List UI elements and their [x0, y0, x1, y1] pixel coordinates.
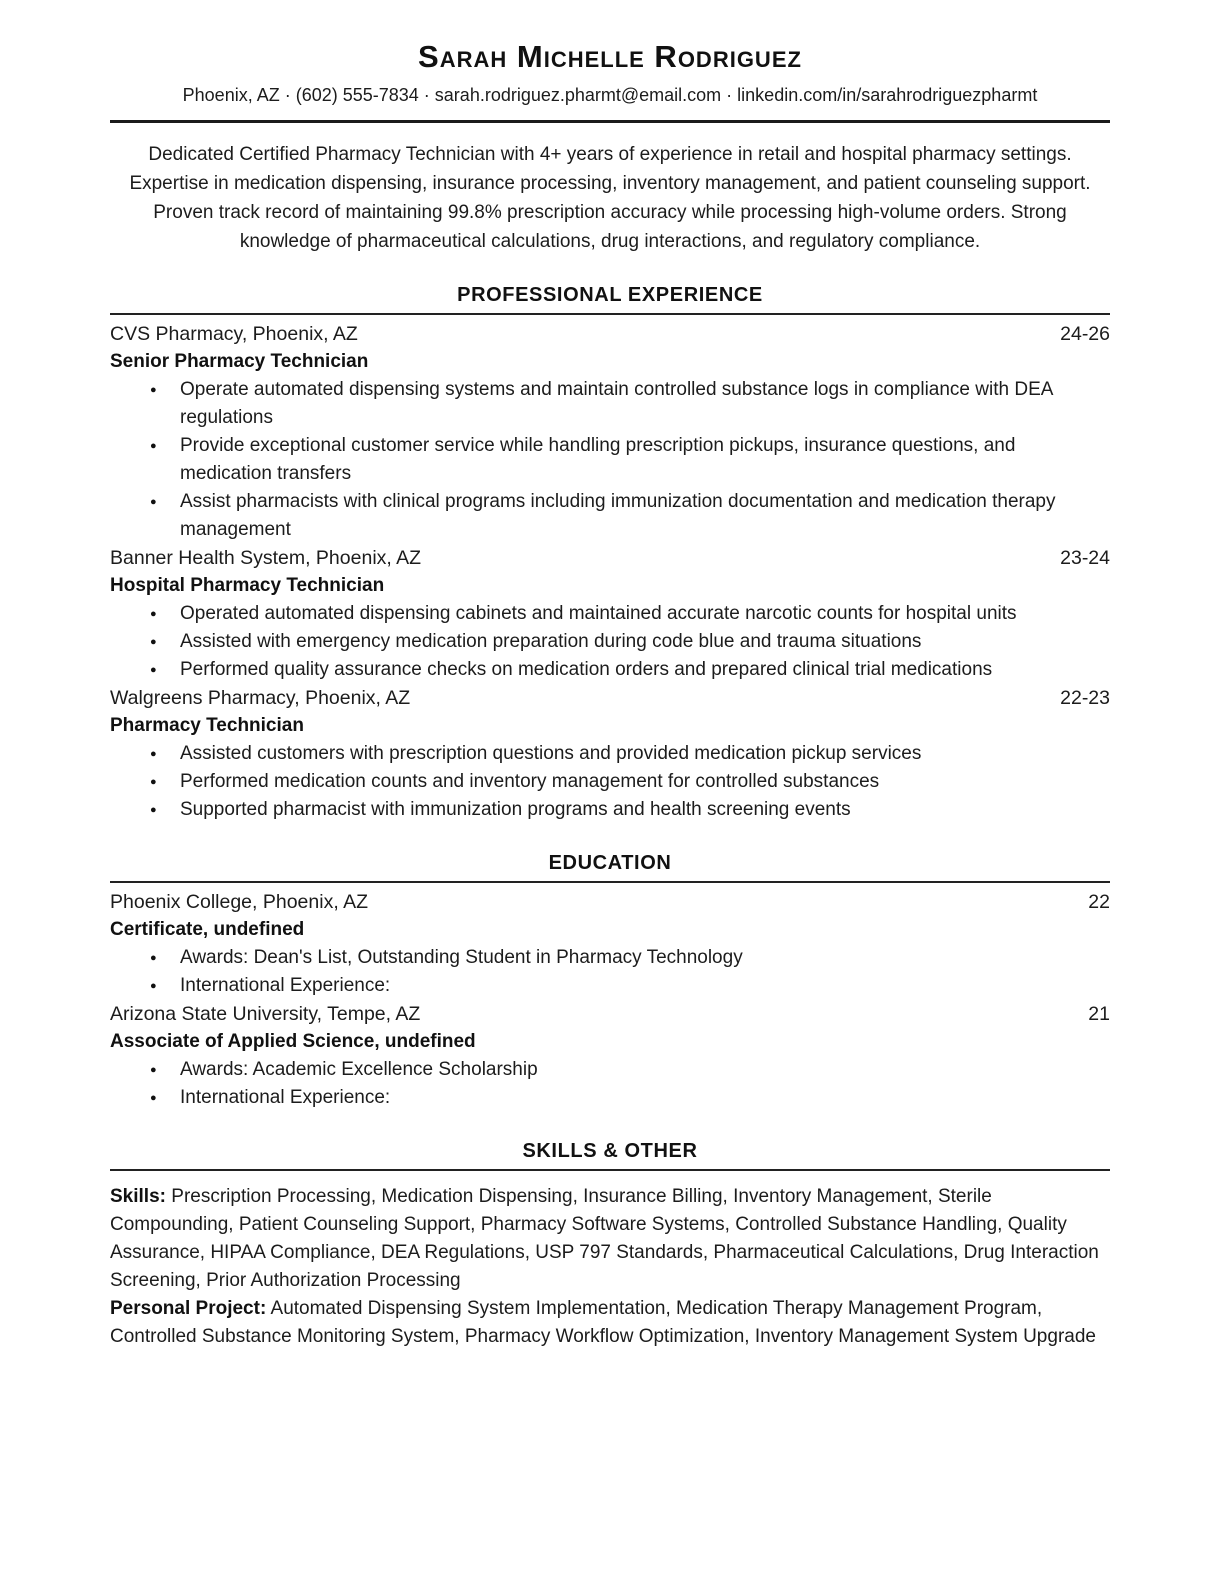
entry-dates: 22 [1088, 891, 1110, 913]
section-experience [110, 283, 1110, 824]
entry-role: Senior Pharmacy Technician [110, 351, 369, 372]
skills-text: Prescription Processing, Medication Dispensing, Insurance Billing, Inventory Management, Sterile Compounding, Patient Counseling Support, Pharmacy Software Systems, Controlled Substance Handling, Quality Assurance, HIPAA Compliance, DEA Regulations, USP 797 Standards, Pharmaceutical Calculations, Drug Interaction Screening, Prior Authorization Processing [110, 1186, 1099, 1291]
skills-body [110, 1171, 1110, 1351]
bullet-item: ● Awards: Dean's List, Outstanding Student in Pharmacy Technology [110, 944, 1110, 972]
bullet-item: ● Operated automated dispensing cabinets and maintained accurate narcotic counts for hospital units [110, 600, 1110, 628]
section-education [110, 851, 1110, 1112]
experience-entry [110, 320, 1110, 544]
experience-entries [110, 315, 1110, 824]
bullet-item: ● Performed medication counts and inventory management for controlled substances [110, 768, 1110, 796]
entry-header [110, 320, 1110, 348]
entry-bullets [110, 600, 1110, 684]
entry-header [110, 1000, 1110, 1028]
resume-name: Sarah Michelle Rodriguez [418, 39, 802, 74]
bullet-item: ● Performed quality assurance checks on medication orders and prepared clinical trial medications [110, 656, 1110, 684]
entry-header [110, 544, 1110, 572]
entry-bullets [110, 944, 1110, 1000]
entry-bullets [110, 1056, 1110, 1112]
experience-entry [110, 684, 1110, 824]
skills-line [110, 1183, 1110, 1295]
entry-dates: 24-26 [1060, 323, 1110, 345]
entry-dates: 21 [1088, 1003, 1110, 1025]
bullet-item: ● Operate automated dispensing systems and maintain controlled substance logs in compliance with DEA regulations [110, 376, 1110, 432]
entry-bullets [110, 376, 1110, 544]
entry-dates: 22-23 [1060, 687, 1110, 709]
header-divider [110, 120, 1110, 123]
section-title-experience: PROFESSIONAL EXPERIENCE [110, 283, 1110, 315]
bullet-item: ● International Experience: [110, 972, 1110, 1000]
entry-dates: 23-24 [1060, 547, 1110, 569]
entry-bullets [110, 740, 1110, 824]
entry-role: Pharmacy Technician [110, 715, 304, 736]
summary-paragraph: Dedicated Certified Pharmacy Technician with 4+ years of experience in retail and hospital pharmacy settings. Expertise in medication dispensing, insurance processing, inventory management, and patient counseling support. Proven track record of maintaining 99.8% prescription accuracy while processing high-volume orders. Strong knowledge of pharmaceutical calculations, drug interactions, and regulatory compliance. [129, 144, 1091, 252]
section-title-education: EDUCATION [110, 851, 1110, 883]
section-skills [110, 1139, 1110, 1351]
contact-line: Phoenix, AZ · (602) 555-7834 · sarah.rodriguez.pharmt@email.com · linkedin.com/in/sarahrodriguezpharmt [182, 85, 1038, 105]
personal-project-text: Automated Dispensing System Implementation, Medication Therapy Management Program, Controlled Substance Monitoring System, Pharmacy Workflow Optimization, Inventory Management System Upgrade [110, 1298, 1096, 1347]
entry-org: Arizona State University, Tempe, AZ [110, 1003, 421, 1025]
entry-org: CVS Pharmacy, Phoenix, AZ [110, 323, 358, 345]
entry-header [110, 684, 1110, 712]
section-title-skills: SKILLS & OTHER [110, 1139, 1110, 1171]
bullet-item: ● International Experience: [110, 1084, 1110, 1112]
experience-entry [110, 544, 1110, 684]
entry-org: Walgreens Pharmacy, Phoenix, AZ [110, 687, 411, 709]
bullet-item: ● Provide exceptional customer service while handling prescription pickups, insurance questions, and medication transfers [110, 432, 1110, 488]
entry-org: Banner Health System, Phoenix, AZ [110, 547, 422, 569]
bullet-item: ● Awards: Academic Excellence Scholarship [110, 1056, 1110, 1084]
bullet-item: ● Assisted with emergency medication preparation during code blue and trauma situations [110, 628, 1110, 656]
education-entry [110, 1000, 1110, 1112]
bullet-item: ● Supported pharmacist with immunization programs and health screening events [110, 796, 1110, 824]
education-entry [110, 888, 1110, 1000]
personal-project-line [110, 1295, 1110, 1351]
entry-org: Phoenix College, Phoenix, AZ [110, 891, 368, 913]
entry-role: Hospital Pharmacy Technician [110, 575, 385, 596]
entry-role: Certificate, undefined [110, 919, 305, 940]
bullet-item: ● Assist pharmacists with clinical programs including immunization documentation and medication therapy management [110, 488, 1110, 544]
skills-label: Skills: [110, 1186, 166, 1207]
bullet-item: ● Assisted customers with prescription questions and provided medication pickup services [110, 740, 1110, 768]
entry-role: Associate of Applied Science, undefined [110, 1031, 476, 1052]
personal-project-label: Personal Project: [110, 1298, 267, 1319]
education-entries [110, 883, 1110, 1112]
entry-header [110, 888, 1110, 916]
